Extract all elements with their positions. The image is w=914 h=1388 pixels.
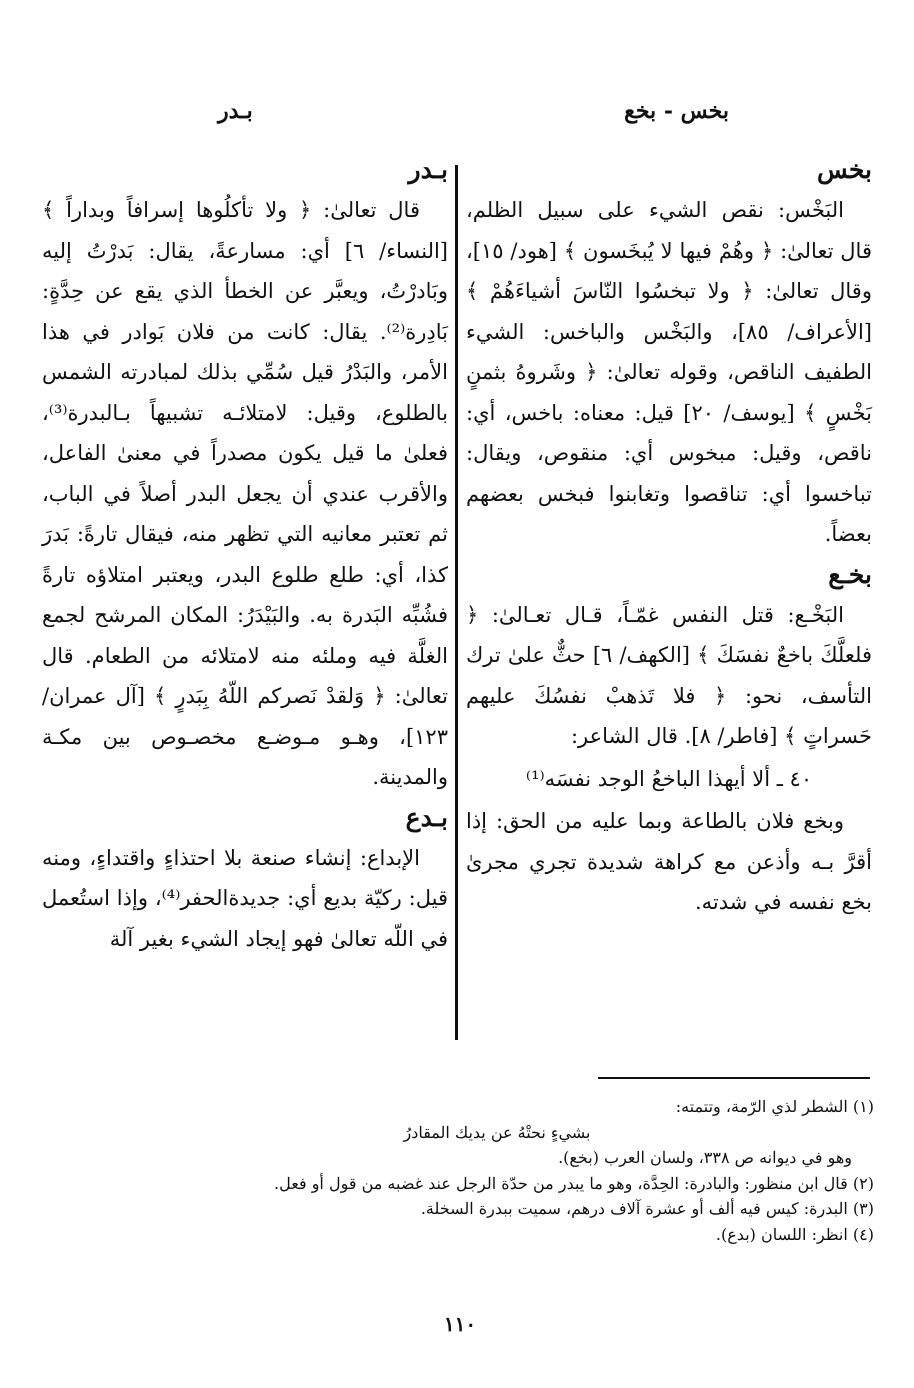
right-column xyxy=(466,150,872,923)
footnote-3: (٣) البدرة: كيس فيه ألف أو عشرة آلاف درهم، سميت ببدرة السخلة. xyxy=(420,1199,874,1218)
footnote-2: (٢) قال ابن منظور: والبادرة: الحِدَّة، وهو ما يبدر من حدّة الرجل عند غضبه من قول أو فعل. xyxy=(274,1173,874,1193)
entry-text-badr: قال تعالىٰ: ﴿ ولا تأكلُوها إسرافاً وبداراً ﴾ [النساء/ ٦] أي: مسارعةً، يقال: بَدرْتُ إليه وبَادرْتُ، ويعبَّر عن الخطأ الذي يقع عن حِدَّةٍ: بَادِرة⁽²⁾. يقال: كانت من فلان بَوادر في هذا الأمر، والبَدْرُ قيل سُمِّي بذلك لمبادرته الشمس بالطلوع، وقيل: لامتلائـه تشبيهاً بـالبدرة⁽³⁾، فعلىٰ ما قيل يكون مصدراً في معنىٰ الفاعل، والأقرب عندي أن يجعل البدر أصلاً في الباب، ثم تعتبر معانيه التي تظهر منه، فيقال تارةً: بَدرَ كذا، أي: طلع طلوع البدر، ويعتبر امتلاؤه تارةً فشُبِّه البَدرة به. والبَيْدَرُ: المكان المرشح لجمع الغلَّة فيه وملئه منه لامتلائه من الطعام. قال تعالىٰ: ﴿ وَلقدْ نَصركم اللّهُ بِبَدرٍ ﴾ [آل عمران/ ١٢٣]، وهـو مـوضـع مخصـوص بين مكـة والمدينة. xyxy=(42,198,448,789)
footnote-1-verse: بشيءٍ نحتْهُ عن يديك المقادرُ xyxy=(403,1122,591,1142)
running-head-left: بـدر xyxy=(218,98,253,124)
footnote-1: (١) الشطر لذي الرّمة، وتتمته: xyxy=(675,1097,874,1116)
entry-text-bakhs: البَخْس: نقص الشيء على سبيل الظلم، قال تعالىٰ: ﴿ وهُمْ فيها لا يُبخَسون ﴾ [هود/ ١٥]، وقال تعالىٰ: ﴿ ولا تبخسُوا النّاسَ أشياءَهُمْ ﴾ [الأعراف/ ٨٥]، والبَخْس والباخس: الشيء الطفيف الناقص، وقوله تعالىٰ: ﴿ وشَروهُ بثمنٍ بَخْسٍ ﴾ [يوسف/ ٢٠] قيل: معناه: باخس، أي: ناقص، وقيل: مبخوس أي: منقوص، ويقال: تباخسوا أي: تناقصوا وتغابنوا فبخس بعضهم بعضاً. xyxy=(466,198,872,546)
entry-text-bada: الإبداع: إنشاء صنعة بلا احتذاءٍ واقتداءٍ، ومنه قيل: ركيّة بديع أي: جديدةالحفر⁽⁴⁾، وإذا استُعمل في اللّه تعالىٰ فهو إيجاد الشيء بغير آلة xyxy=(42,845,448,951)
footnote-rule xyxy=(598,1077,870,1079)
left-column xyxy=(42,150,448,959)
footnotes xyxy=(40,1094,874,1247)
page-number: ١١٠ xyxy=(443,1312,477,1336)
poem-verse: ٤٠ ـ ألا أيهذا الباخعُ الوجد نفسَه⁽¹⁾ xyxy=(525,766,813,791)
footnote-1-source: وهو في ديوانه ص ٣٣٨، ولسان العرب (بخع). xyxy=(558,1148,852,1167)
entry-heading-bada: بـدع xyxy=(405,802,448,832)
entry-heading-bakhs: بخس xyxy=(817,155,872,184)
entry-heading-badr: بـدر xyxy=(408,155,448,184)
running-head-right: بخس - بخع xyxy=(624,98,729,124)
entry-text-bakha-cont: وبخع فلان بالطاعة وبما عليه من الحق: إذا أقرَّ بـه وأذعن مع كراهة شديدة تجري مجرىٰ بخع نفسه في شدته. xyxy=(466,809,872,914)
column-divider xyxy=(455,165,458,1040)
footnote-4: (٤) انظر: اللسان (بدع). xyxy=(715,1224,874,1244)
entry-text-bakha: البَخْـع: قتل النفس غمّـاً، قـال تعـالىٰ: ﴿ فلعلَّكَ باخعٌ نفسَكَ ﴾ [الكهف/ ٦] حثٌّ علىٰ ترك التأسف، نحو: ﴿ فلا تَذهبْ نفسُكَ عليهم حَسراتٍ ﴾ [فاطر/ ٨]. قال الشاعر: xyxy=(466,602,872,748)
entry-heading-bakha: بخـع xyxy=(828,559,872,589)
